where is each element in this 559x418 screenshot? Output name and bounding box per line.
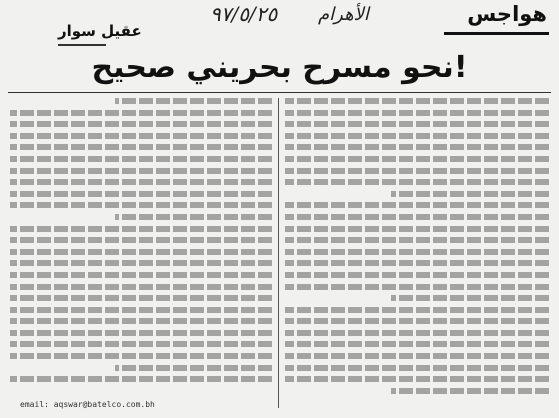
author-email: email: aqswar@batelco.com.bh xyxy=(20,400,155,409)
article-column-right xyxy=(285,98,549,403)
title-rule xyxy=(444,32,549,35)
author-underline xyxy=(58,44,106,46)
newspaper-name: الأهرام xyxy=(318,4,369,25)
headline-rule xyxy=(8,92,551,93)
column-divider xyxy=(278,98,279,408)
author-name: عقيل سوار xyxy=(58,22,142,40)
article-column-left xyxy=(10,98,272,403)
handwritten-date: ٩٧/٥/٢٥ xyxy=(210,2,278,26)
column-title: هواجس xyxy=(467,2,547,26)
article-headline: نحو مسرح بحريني صحيح! xyxy=(91,50,468,85)
